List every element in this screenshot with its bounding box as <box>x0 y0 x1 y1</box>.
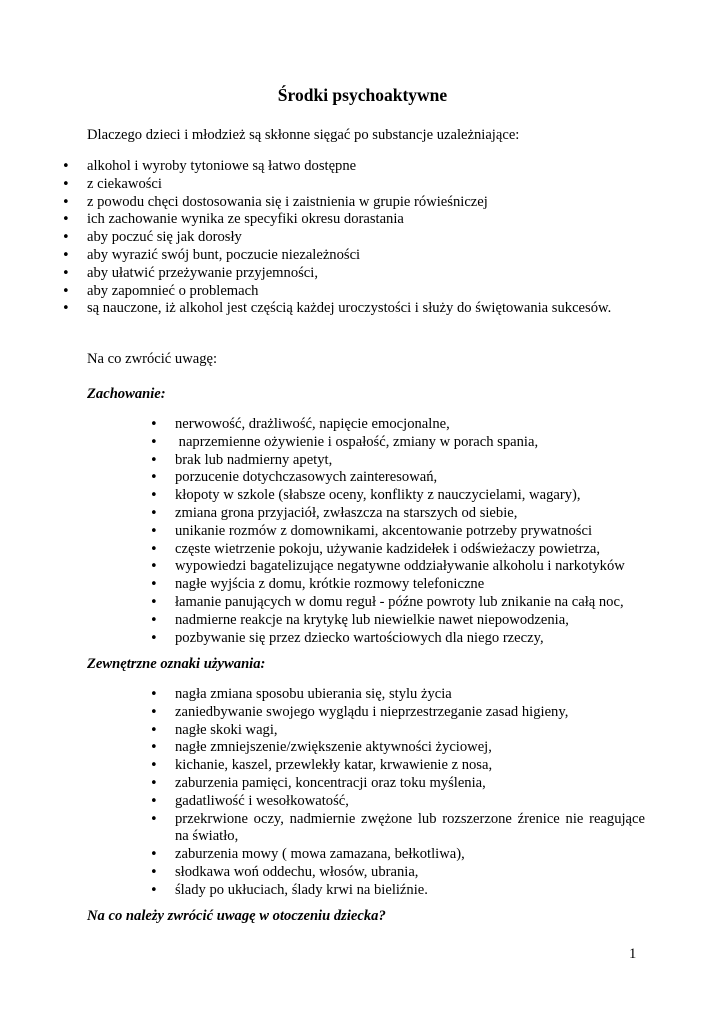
list-item: • nagłe wyjścia z domu, krótkie rozmowy telefoniczne <box>150 576 645 594</box>
behavior-heading: Zachowanie: <box>87 386 166 402</box>
reasons-list <box>62 158 682 318</box>
list-item: • gadatliwość i wesołkowatość, <box>150 793 645 811</box>
list-item: • aby wyrazić swój bunt, poczucie niezależności <box>62 247 682 265</box>
list-item: • alkohol i wyroby tytoniowe są łatwo dostępne <box>62 158 682 176</box>
list-item: • zmiana grona przyjaciół, zwłaszcza na starszych od siebie, <box>150 505 645 523</box>
list-item: • kłopoty w szkole (słabsze oceny, konflikty z nauczycielami, wagary), <box>150 487 645 505</box>
list-item: • aby ułatwić przeżywanie przyjemności, <box>62 265 682 283</box>
list-item: • ślady po ukłuciach, ślady krwi na bieliźnie. <box>150 882 645 900</box>
list-item: • słodkawa woń oddechu, włosów, ubrania, <box>150 864 645 882</box>
attention-heading: Na co zwrócić uwagę: <box>87 351 218 367</box>
list-item: • brak lub nadmierny apetyt, <box>150 452 645 470</box>
behavior-list <box>150 416 645 647</box>
list-item: • unikanie rozmów z domownikami, akcentowanie potrzeby prywatności <box>150 523 645 541</box>
list-item: • zaburzenia pamięci, koncentracji oraz toku myślenia, <box>150 775 645 793</box>
list-item: • nagła zmiana sposobu ubierania się, stylu życia <box>150 686 645 704</box>
list-item: • aby zapomnieć o problemach <box>62 283 682 301</box>
intro-question: Dlaczego dzieci i młodzież są skłonne sięgać po substancje uzależniające: <box>87 127 520 143</box>
list-item: • częste wietrzenie pokoju, używanie kadzidełek i odświeżaczy powietrza, <box>150 541 645 559</box>
list-item: • przekrwione oczy, nadmiernie zwężone lub rozszerzone źrenice nie reagujące na światło, <box>150 811 645 847</box>
external-signs-list <box>150 686 645 900</box>
list-item: • ich zachowanie wynika ze specyfiki okresu dorastania <box>62 211 682 229</box>
list-item: • z powodu chęci dostosowania się i zaistnienia w grupie rówieśniczej <box>62 194 682 212</box>
list-item: • zaburzenia mowy ( mowa zamazana, bełkotliwa), <box>150 846 645 864</box>
list-item: • są nauczone, iż alkohol jest częścią każdej uroczystości i służy do świętowania sukcesów. <box>62 300 682 318</box>
list-item: • z ciekawości <box>62 176 682 194</box>
environment-heading: Na co należy zwrócić uwagę w otoczeniu dziecka? <box>87 908 386 924</box>
list-item: • nadmierne reakcje na krytykę lub niewielkie nawet niepowodzenia, <box>150 612 645 630</box>
list-item: • porzucenie dotychczasowych zainteresowań, <box>150 469 645 487</box>
list-item: • pozbywanie się przez dziecko wartościowych dla niego rzeczy, <box>150 630 645 648</box>
list-item: • kichanie, kaszel, przewlekły katar, krwawienie z nosa, <box>150 757 645 775</box>
list-item: • łamanie panujących w domu reguł - późne powroty lub znikanie na całą noc, <box>150 594 645 612</box>
page-title: Środki psychoaktywne <box>277 85 448 105</box>
list-item: • nagłe skoki wagi, <box>150 722 645 740</box>
external-signs-heading: Zewnętrzne oznaki używania: <box>87 656 266 672</box>
list-item: • nerwowość, drażliwość, napięcie emocjonalne, <box>150 416 645 434</box>
list-item: • nagłe zmniejszenie/zwiększenie aktywności życiowej, <box>150 739 645 757</box>
page-number: 1 <box>629 946 637 962</box>
list-item: • wypowiedzi bagatelizujące negatywne oddziaływanie alkoholu i narkotyków <box>150 558 645 576</box>
list-item: • aby poczuć się jak dorosły <box>62 229 682 247</box>
list-item: • zaniedbywanie swojego wyglądu i nieprzestrzeganie zasad higieny, <box>150 704 645 722</box>
list-item: • naprzemienne ożywienie i ospałość, zmiany w porach spania, <box>150 434 645 452</box>
